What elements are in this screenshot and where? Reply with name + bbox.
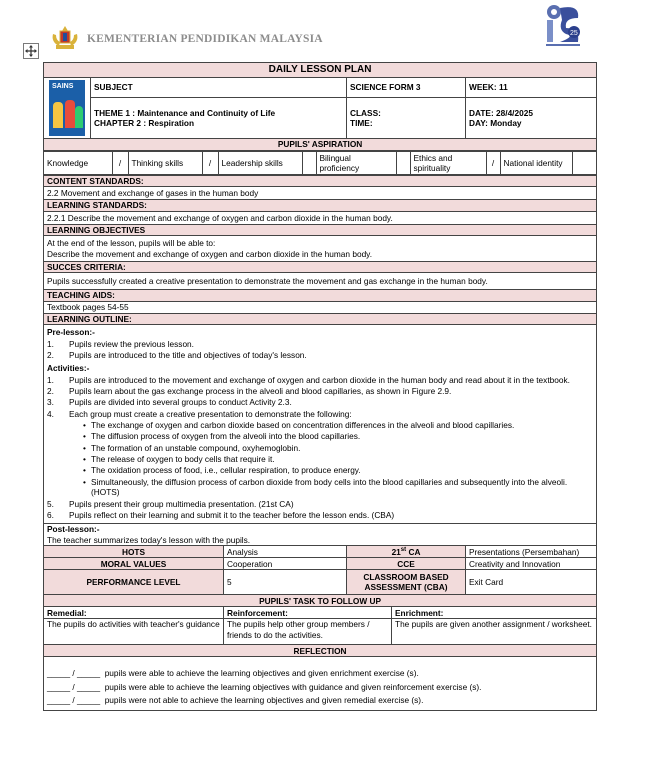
aspiration-title: PUPILS' ASPIRATION <box>44 139 597 151</box>
post-lesson-text: The teacher summarizes today's lesson with the pupils. <box>47 534 251 545</box>
list-item: • Simultaneously, the diffusion process of carbon dioxide from body cells into the blood capillaries and subsequently into the alveoli. (HOTS) <box>91 477 593 498</box>
objectives-intro: At the end of the lesson, pupils will be able to: <box>47 238 216 249</box>
list-item: 2. Pupils are introduced to the title and objectives of today's lesson. <box>47 349 307 360</box>
aspiration-national-mark[interactable] <box>572 152 597 175</box>
move-arrows-icon <box>24 44 38 58</box>
hots-label: HOTS <box>44 546 224 558</box>
outline-cell <box>44 325 597 524</box>
reinforcement-title: Reinforcement: <box>224 607 392 619</box>
presentation-bullets <box>47 420 593 498</box>
reinforcement-text: The pupils help other group members / friends to do the activities. <box>224 619 392 645</box>
list-item: • The exchange of oxygen and carbon dioxide based on concentration differences in the alveoli and blood capillaries. <box>91 420 593 430</box>
lesson-plan-table <box>43 62 597 711</box>
textbook-cover-image <box>49 80 85 136</box>
cba-label: CLASSROOM BASED ASSESSMENT (CBA) <box>347 570 466 595</box>
cce-label: CCE <box>347 558 466 570</box>
list-item: • The formation of an unstable compound, oxyhemoglobin. <box>91 443 593 453</box>
class-time-cell <box>347 98 466 139</box>
reflection-line: _____ / _____ pupils were able to achieve the learning objectives and given enrichment exercise (s). <box>47 668 419 679</box>
aspiration-leadership-mark[interactable] <box>302 152 316 175</box>
performance-level-label: PERFORMANCE LEVEL <box>44 570 224 595</box>
reflection-blank[interactable]: _____ / _____ <box>47 681 101 692</box>
aspiration-knowledge: Knowledge <box>44 152 112 175</box>
week-value: WEEK: 11 <box>466 78 597 98</box>
list-item: 2. Pupils learn about the gas exchange process in the alveoli and blood capillaries, as shown in Figure 2.9. <box>47 385 452 396</box>
learning-standards-title: LEARNING STANDARDS: <box>44 200 597 211</box>
list-item: • The diffusion process of oxygen from the alveoli into the blood capillaries. <box>91 431 593 441</box>
ca-label: 21st CA <box>347 546 466 558</box>
aspiration-bilingual: Bilingual proficiency <box>316 152 396 175</box>
post-lesson-cell <box>44 524 597 546</box>
date-text: DATE: 28/4/2025 <box>469 107 533 118</box>
class-label: CLASS: <box>350 107 381 118</box>
performance-level-value: 5 <box>224 570 347 595</box>
aspiration-knowledge-mark[interactable]: / <box>112 152 128 175</box>
success-text: Pupils successfully created a creative presentation to demonstrate the movement and gas exchange in the human body. <box>44 273 597 290</box>
learning-standards-text: 2.2.1 Describe the movement and exchange of oxygen and carbon dioxide in the human body. <box>44 211 597 224</box>
subject-value: SCIENCE FORM 3 <box>347 78 466 98</box>
remedial-title: Remedial: <box>44 607 224 619</box>
education-25-logo-icon <box>540 2 586 48</box>
cce-value: Creativity and Innovation <box>466 558 597 570</box>
chapter-text: CHAPTER 2 : Respiration <box>94 118 195 129</box>
table-move-handle[interactable] <box>23 43 39 59</box>
aspiration-thinking: Thinking skills <box>128 152 202 175</box>
aids-title: TEACHING AIDS: <box>44 290 597 301</box>
content-standards-text: 2.2 Movement and exchange of gases in the human body <box>44 187 597 200</box>
pre-lesson-list <box>47 339 593 361</box>
theme-text: THEME 1 : Maintenance and Continuity of Life <box>94 107 276 118</box>
aspiration-national: National identity <box>500 152 572 175</box>
post-lesson-title: Post-lesson:- <box>47 524 100 535</box>
subject-label: SUBJECT <box>91 78 347 98</box>
list-item: 1. Pupils review the previous lesson. <box>47 338 194 349</box>
followup-title: PUPILS' TASK TO FOLLOW UP <box>44 595 597 607</box>
list-item: 4. Each group must create a creative presentation to demonstrate the following: <box>47 408 352 419</box>
content-standards-title: CONTENT STANDARDS: <box>44 176 597 187</box>
cba-value: Exit Card <box>466 570 597 595</box>
date-day-cell <box>466 98 597 139</box>
remedial-text: The pupils do activities with teacher's guidance <box>44 619 224 645</box>
textbook-cover <box>44 78 91 139</box>
moral-values-label: MORAL VALUES <box>44 558 224 570</box>
day-text: DAY: Monday <box>469 118 522 129</box>
aspiration-leadership: Leadership skills <box>218 152 302 175</box>
aspiration-ethics-mark[interactable]: / <box>486 152 500 175</box>
hots-value: Analysis <box>224 546 347 558</box>
moral-values-value: Cooperation <box>224 558 347 570</box>
objectives-title: LEARNING OBJECTIVES <box>44 224 597 235</box>
enrichment-text: The pupils are given another assignment / worksheet. <box>392 619 597 645</box>
enrichment-title: Enrichment: <box>392 607 597 619</box>
objectives-cell <box>44 236 597 262</box>
list-item: 5. Pupils present their group multimedia presentation. (21st CA) <box>47 498 294 509</box>
reflection-cell <box>44 657 597 711</box>
objectives-text: Describe the movement and exchange of oxygen and carbon dioxide in the human body. <box>47 248 373 259</box>
theme-chapter-cell <box>91 98 347 139</box>
list-item: 3. Pupils are divided into several groups to conduct Activity 2.3. <box>47 397 292 408</box>
activities-title: Activities:- <box>47 363 90 374</box>
plan-title: DAILY LESSON PLAN <box>44 63 597 78</box>
activities-list <box>47 375 593 419</box>
page-header <box>0 0 652 62</box>
list-item: • The release of oxygen to body cells that require it. <box>91 454 593 464</box>
aspiration-row <box>44 151 597 176</box>
aspiration-bilingual-mark[interactable] <box>396 152 410 175</box>
success-title: SUCCES CRITERIA: <box>44 262 597 273</box>
aspiration-table <box>44 151 597 175</box>
list-item: 1. Pupils are introduced to the movement and exchange of oxygen and carbon dioxide in the human body and read about it in the textbook. <box>47 374 570 385</box>
malaysia-crest-icon <box>50 24 80 52</box>
list-item: • The oxidation process of food, i.e., cellular respiration, to produce energy. <box>91 465 593 475</box>
reflection-line: _____ / _____ pupils were able to achieve the learning objectives with guidance and given reinforcement exercise (s). <box>47 681 482 692</box>
reflection-blank[interactable]: _____ / _____ <box>47 694 101 705</box>
book-title: SAINS <box>52 83 74 90</box>
time-label: TIME: <box>350 118 373 129</box>
list-item: 6. Pupils reflect on their learning and submit it to the teacher before the lesson ends. (CBA) <box>47 509 395 520</box>
activities-list-continued <box>47 499 593 521</box>
reflection-blank[interactable]: _____ / _____ <box>47 668 101 679</box>
aids-text: Textbook pages 54-55 <box>44 301 597 313</box>
pre-lesson-title: Pre-lesson:- <box>47 327 95 338</box>
aspiration-ethics: Ethics and spirituality <box>410 152 486 175</box>
reflection-line: _____ / _____ pupils were not able to achieve the learning objectives and given remedial exercise (s). <box>47 694 424 705</box>
reflection-title: REFLECTION <box>44 645 597 657</box>
ca-value: Presentations (Persembahan) <box>466 546 597 558</box>
aspiration-thinking-mark[interactable]: / <box>202 152 218 175</box>
outline-title: LEARNING OUTLINE: <box>44 313 597 324</box>
ministry-title: KEMENTERIAN PENDIDIKAN MALAYSIA <box>87 33 323 45</box>
svg-text:25: 25 <box>570 30 578 37</box>
